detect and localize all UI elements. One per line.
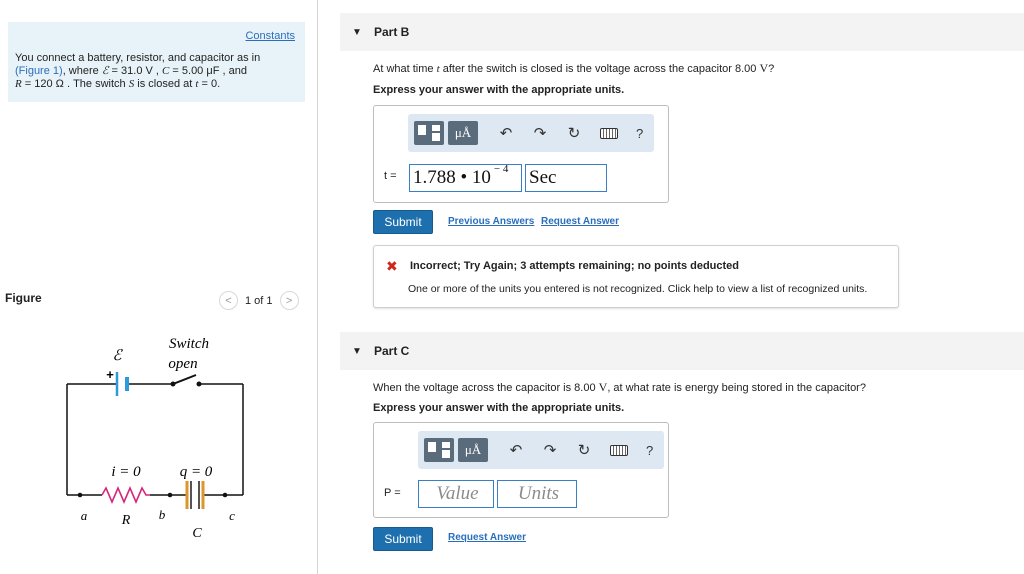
feedback-message: One or more of the units you entered is not recognized. Click help to view a list of recognized units. [408,283,868,295]
t-value-input[interactable]: 1.788 • 10 − 4 [409,164,522,192]
next-figure-button[interactable]: > [280,291,299,310]
units-symbol-button[interactable]: μÅ [458,438,488,462]
part-b-header[interactable] [340,13,1024,51]
t-variable-label: t = [384,170,397,182]
part-b-math-toolbar [408,114,654,152]
previous-answers-link[interactable]: Previous Answers [448,216,535,227]
figure-label: Figure [5,291,42,305]
keyboard-icon[interactable] [610,445,628,456]
part-c-header[interactable] [340,332,1024,370]
part-b-units-instruction: Express your answer with the appropriate units. [373,84,625,96]
node-a-label: a [80,508,88,523]
p-value-input[interactable]: Value [418,480,494,508]
templates-icon[interactable] [414,121,444,145]
reset-icon[interactable]: ↻ [567,125,581,142]
reset-icon[interactable]: ↻ [577,442,591,459]
incorrect-x-icon: ✖ [386,258,398,274]
part-c-title: Part C [374,344,410,358]
part-c-submit-button[interactable]: Submit [373,527,433,551]
capacitor-label: C [192,526,202,541]
problem-statement [8,22,305,102]
undo-icon[interactable]: ↶ [509,442,523,459]
circuit-diagram [60,330,260,545]
constants-link[interactable]: Constants [245,30,295,42]
keyboard-icon[interactable] [600,128,618,139]
t-units-input[interactable]: Sec [525,164,607,192]
plus-label: + [106,367,114,382]
part-c-answer-box [373,422,669,518]
feedback-heading: Incorrect; Try Again; 3 attempts remaining; no points deducted [410,260,740,272]
part-c-request-answer-link[interactable]: Request Answer [448,532,526,543]
switch-label: Switch [169,336,209,352]
resistor-label: R [121,513,131,528]
undo-icon[interactable]: ↶ [499,125,513,142]
part-b-submit-button[interactable]: Submit [373,210,433,234]
emf-label: ℰ [112,348,122,364]
p-variable-label: P = [384,487,401,499]
part-c-question: When the voltage across the capacitor is 8.00 V, at what rate is energy being stored in the capacitor? [373,380,866,394]
node-b-label: b [158,507,166,522]
part-b-answer-box [373,105,669,203]
part-b-title: Part B [374,25,410,39]
problem-text: You connect a battery, resistor, and capacitor as in (Figure 1), where ℰ = 31.0 V , C = 5.00 μF , and R = 120 Ω . The switch S is closed at t = 0. [15,52,261,90]
part-c-units-instruction: Express your answer with the appropriate units. [373,402,625,414]
node-c-label: c [229,508,235,523]
left-panel [0,0,318,574]
figure-link[interactable]: (Figure 1) [15,65,63,77]
charge-label: q = 0 [179,464,213,480]
collapse-triangle-icon[interactable]: ▼ [352,27,362,38]
help-icon[interactable]: ? [636,125,644,141]
collapse-triangle-icon[interactable]: ▼ [352,346,362,357]
prev-figure-button[interactable]: < [219,291,238,310]
switch-state-label: open [168,356,198,372]
part-b-question: At what time t after the switch is closed is the voltage across the capacitor 8.00 V? [373,61,775,75]
part-c-math-toolbar [418,431,664,469]
figure-count: 1 of 1 [245,294,273,307]
resistor [102,488,150,502]
feedback-box [373,245,899,308]
current-label: i = 0 [111,464,141,480]
templates-icon[interactable] [424,438,454,462]
redo-icon[interactable]: ↷ [543,442,557,459]
help-icon[interactable]: ? [646,442,654,458]
figure-pager [219,291,299,310]
part-b-request-answer-link[interactable]: Request Answer [541,216,619,227]
units-symbol-button[interactable]: μÅ [448,121,478,145]
switch-lever [173,375,196,384]
p-units-input[interactable]: Units [497,480,577,508]
redo-icon[interactable]: ↷ [533,125,547,142]
